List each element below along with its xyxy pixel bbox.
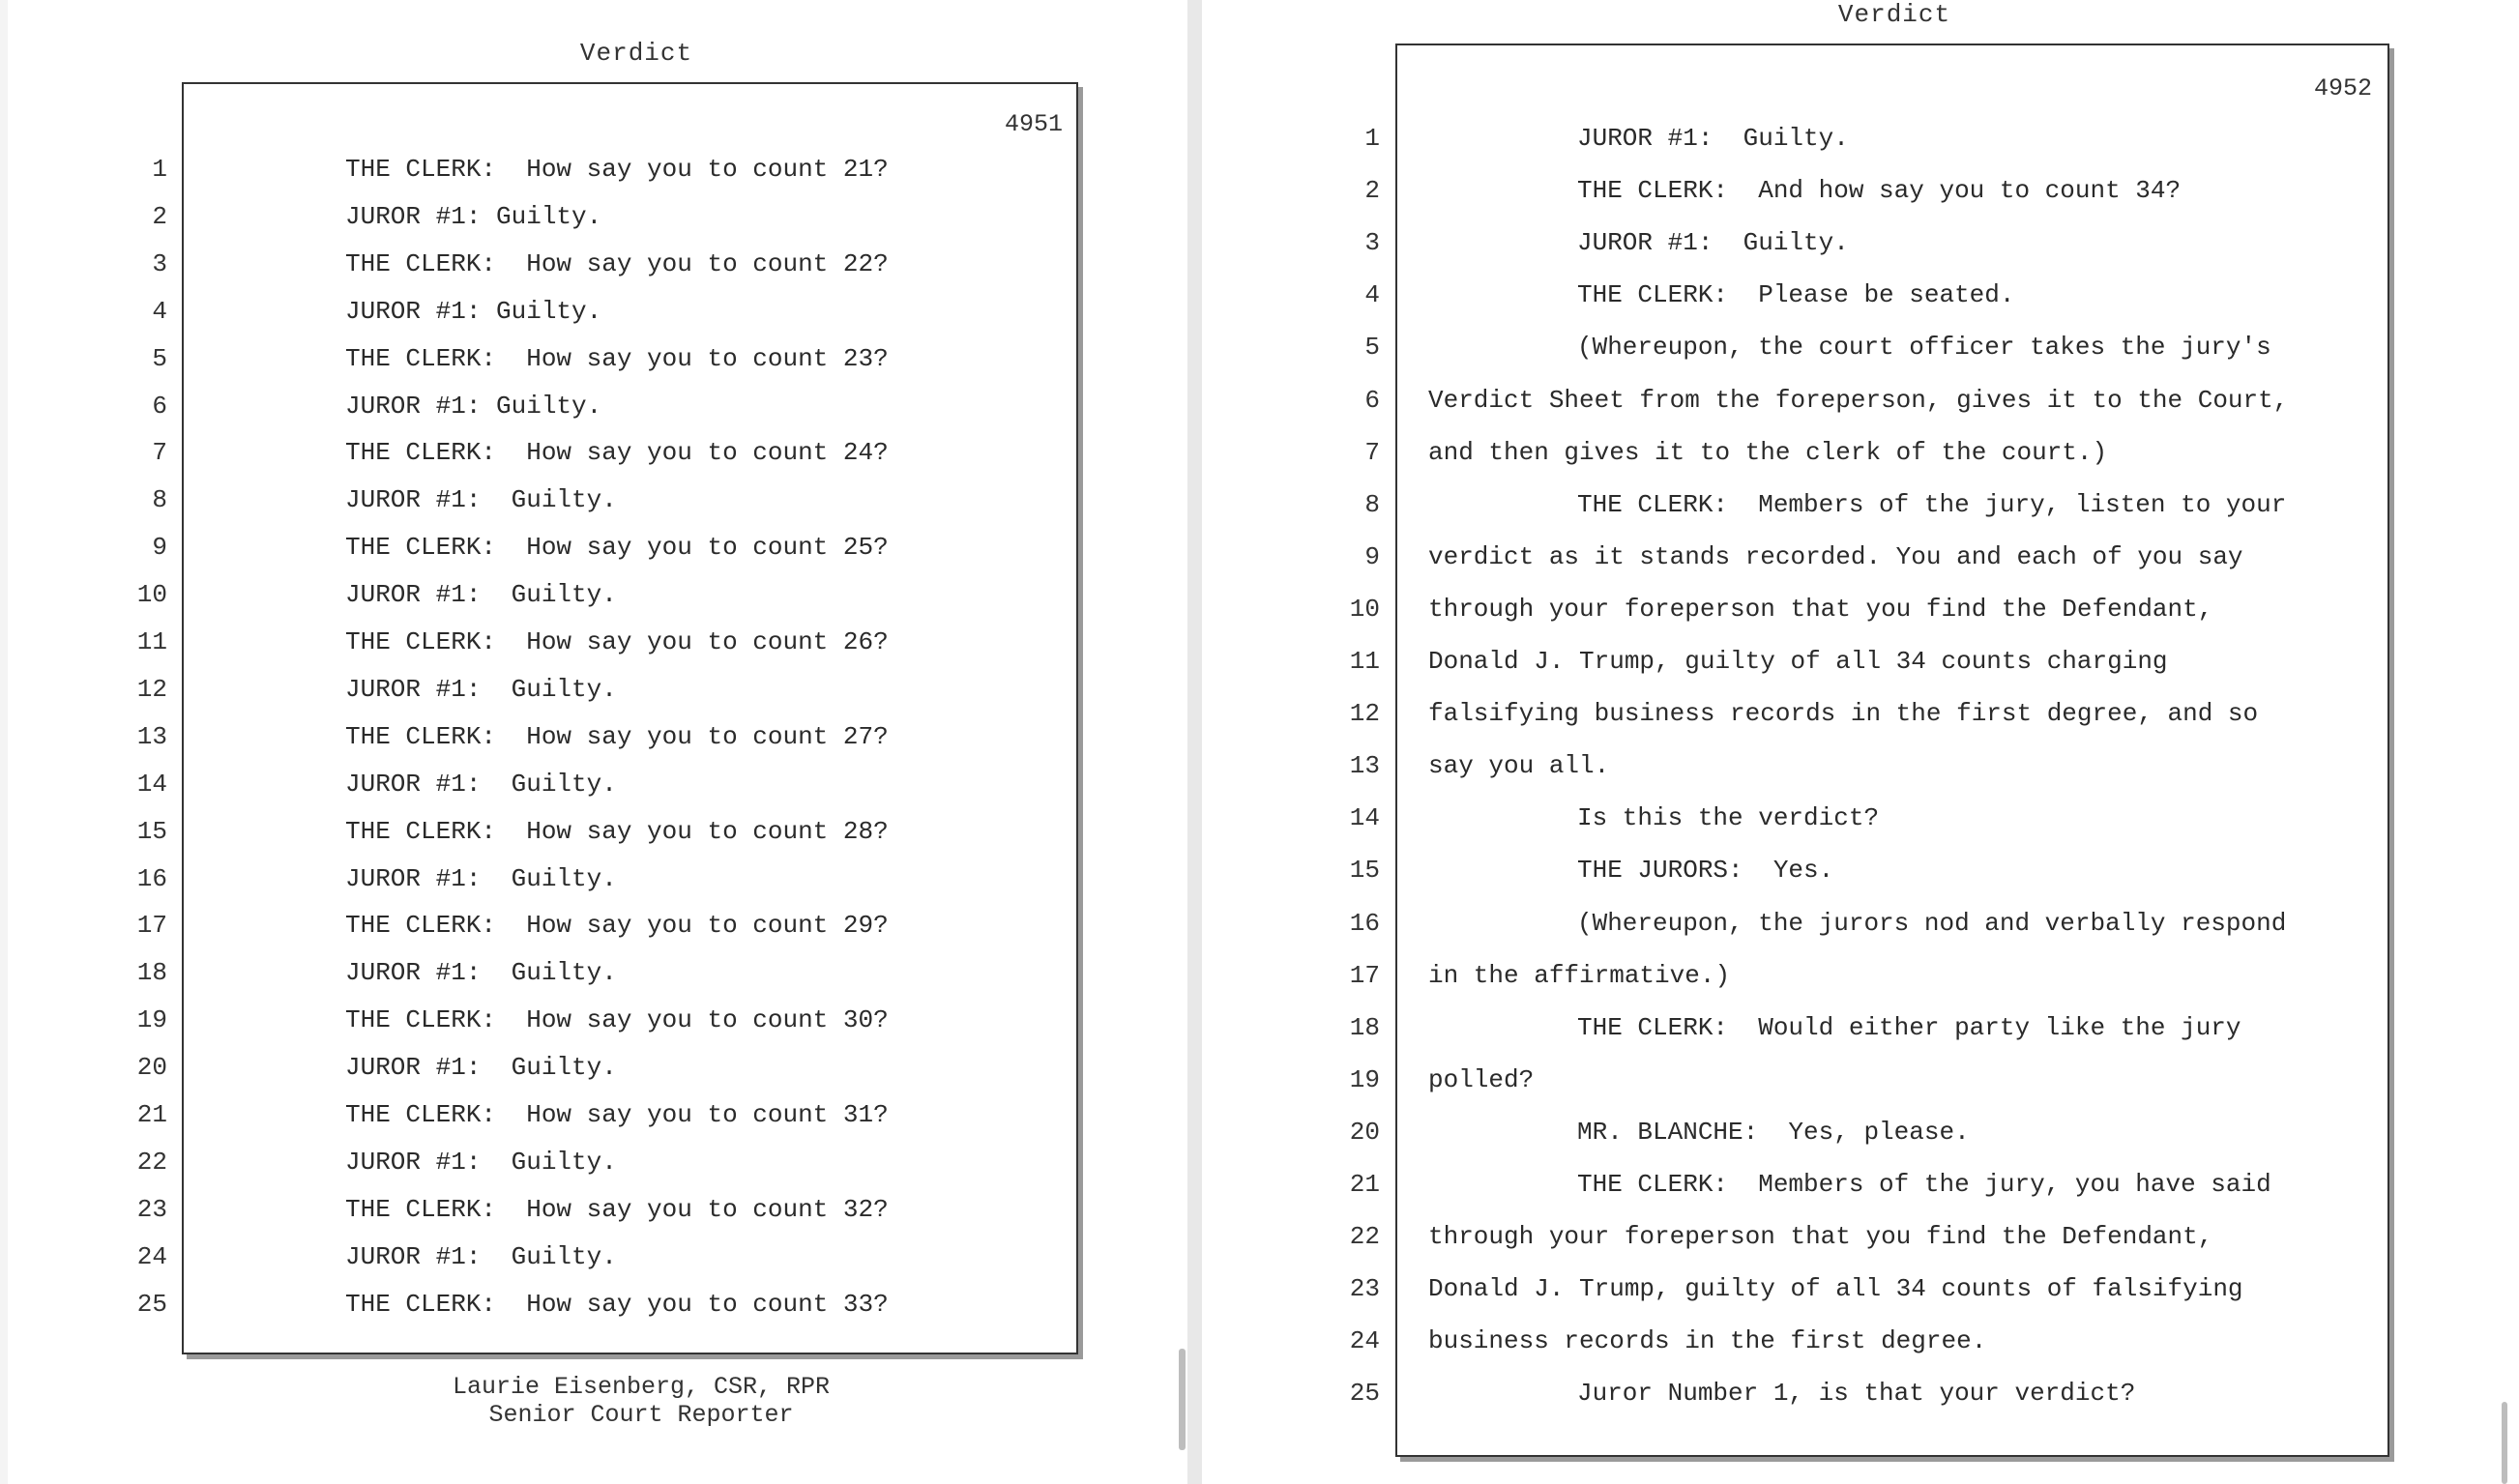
right-line-text: Donald J. Trump, guilty of all 34 counts of falsifying [1428, 1274, 2243, 1304]
right-line-text: through your foreperson that you find the Defendant, [1428, 594, 2213, 624]
left-line-number: 2 [152, 201, 167, 231]
left-line-number: 13 [136, 721, 167, 751]
right-line-number: 9 [1364, 541, 1380, 571]
left-line-number: 11 [136, 627, 167, 656]
right-line-text: (Whereupon, the jurors nod and verbally respond [1577, 908, 2287, 938]
left-line-text: THE CLERK: How say you to count 32? [345, 1194, 889, 1224]
right-page-header: Verdict [1837, 0, 1951, 29]
right-line-number: 11 [1349, 647, 1380, 676]
right-line-number: 3 [1364, 228, 1380, 258]
left-line-text: JUROR #1: Guilty. [345, 391, 602, 421]
left-line-number: 24 [136, 1241, 167, 1271]
left-line-number: 12 [136, 674, 167, 704]
left-line-text: THE CLERK: How say you to count 29? [345, 911, 889, 941]
right-line-number: 14 [1349, 803, 1380, 833]
left-line-number: 8 [152, 485, 167, 515]
right-scrollbar-thumb[interactable] [2502, 1402, 2507, 1484]
right-line-text: (Whereupon, the court officer takes the jury's [1577, 333, 2271, 363]
left-line-text: JUROR #1: Guilty. [345, 1053, 617, 1083]
right-line-text: through your foreperson that you find the Defendant, [1428, 1222, 2213, 1252]
right-line-number: 2 [1364, 176, 1380, 206]
right-line-text: say you all. [1428, 751, 1610, 781]
right-line-number: 16 [1349, 908, 1380, 938]
right-line-number: 6 [1364, 385, 1380, 415]
right-line-number: 17 [1349, 960, 1380, 990]
court-reporter-title: Senior Court Reporter [488, 1401, 794, 1429]
left-line-number: 22 [136, 1147, 167, 1177]
left-line-number: 6 [152, 391, 167, 421]
right-line-number: 21 [1349, 1170, 1380, 1199]
left-line-number: 1 [152, 155, 167, 184]
left-line-text: JUROR #1: Guilty. [345, 296, 602, 326]
right-line-text: THE CLERK: Members of the jury, you have said [1577, 1170, 2271, 1199]
right-line-number: 15 [1349, 856, 1380, 886]
right-line-number: 5 [1364, 333, 1380, 363]
right-line-text: JUROR #1: Guilty. [1577, 228, 1849, 258]
right-line-text: THE JURORS: Yes. [1577, 856, 1834, 886]
left-line-text: JUROR #1: Guilty. [345, 201, 602, 231]
left-line-number: 16 [136, 863, 167, 893]
right-document-viewer[interactable] [1202, 0, 2519, 1484]
right-line-number: 25 [1349, 1379, 1380, 1409]
left-line-number: 21 [136, 1100, 167, 1129]
left-line-number: 7 [152, 438, 167, 468]
left-line-number: 23 [136, 1194, 167, 1224]
right-line-text: falsifying business records in the first degree, and so [1428, 699, 2259, 729]
pane-divider[interactable] [1187, 0, 1202, 1484]
right-page-number: 4952 [2313, 74, 2372, 102]
left-line-text: THE CLERK: How say you to count 24? [345, 438, 889, 468]
left-line-text: JUROR #1: Guilty. [345, 1241, 617, 1271]
left-line-number: 15 [136, 816, 167, 846]
right-line-number: 1 [1364, 124, 1380, 153]
right-line-number: 22 [1349, 1222, 1380, 1252]
right-line-number: 4 [1364, 280, 1380, 310]
left-page-footer [414, 1373, 868, 1429]
right-line-text: in the affirmative.) [1428, 960, 1731, 990]
left-scrollbar-thumb[interactable] [1179, 1349, 1186, 1450]
right-line-text: and then gives it to the clerk of the court.) [1428, 437, 2108, 467]
right-line-number: 12 [1349, 699, 1380, 729]
left-document-viewer[interactable] [8, 0, 1187, 1484]
right-line-number: 20 [1349, 1117, 1380, 1147]
right-line-number: 23 [1349, 1274, 1380, 1304]
right-line-number: 24 [1349, 1326, 1380, 1356]
left-line-text: JUROR #1: Guilty. [345, 674, 617, 704]
left-line-number: 17 [136, 911, 167, 941]
left-line-text: THE CLERK: How say you to count 26? [345, 627, 889, 656]
left-line-number: 25 [136, 1289, 167, 1319]
left-line-text: THE CLERK: How say you to count 25? [345, 533, 889, 563]
right-line-text: Donald J. Trump, guilty of all 34 counts charging [1428, 647, 2168, 676]
right-line-number: 10 [1349, 594, 1380, 624]
left-line-text: THE CLERK: How say you to count 22? [345, 248, 889, 278]
right-line-text: Verdict Sheet from the foreperson, gives it to the Court, [1428, 385, 2289, 415]
right-line-text: Juror Number 1, is that your verdict? [1577, 1379, 2136, 1409]
right-line-text: MR. BLANCHE: Yes, please. [1577, 1117, 1970, 1147]
left-line-number: 14 [136, 769, 167, 799]
left-line-text: THE CLERK: How say you to count 30? [345, 1005, 889, 1035]
left-line-text: JUROR #1: Guilty. [345, 769, 617, 799]
right-line-text: JUROR #1: Guilty. [1577, 124, 1849, 153]
right-line-text: business records in the first degree. [1428, 1326, 1987, 1356]
left-line-text: JUROR #1: Guilty. [345, 863, 617, 893]
right-line-number: 19 [1349, 1064, 1380, 1094]
left-line-number: 18 [136, 958, 167, 988]
left-line-text: JUROR #1: Guilty. [345, 485, 617, 515]
left-line-text: THE CLERK: How say you to count 33? [345, 1289, 889, 1319]
left-line-text: THE CLERK: How say you to count 27? [345, 721, 889, 751]
court-reporter-name: Laurie Eisenberg, CSR, RPR [452, 1373, 831, 1401]
right-line-number: 18 [1349, 1012, 1380, 1042]
left-line-text: JUROR #1: Guilty. [345, 1147, 617, 1177]
left-line-text: THE CLERK: How say you to count 31? [345, 1100, 889, 1129]
left-line-number: 19 [136, 1005, 167, 1035]
right-line-text: Is this the verdict? [1577, 803, 1880, 833]
left-line-text: THE CLERK: How say you to count 23? [345, 343, 889, 373]
right-line-text: THE CLERK: Members of the jury, listen to your [1577, 489, 2287, 519]
right-line-text: verdict as it stands recorded. You and each of you say [1428, 541, 2243, 571]
left-line-number: 3 [152, 248, 167, 278]
left-line-number: 9 [152, 533, 167, 563]
left-line-number: 5 [152, 343, 167, 373]
right-line-text: THE CLERK: Would either party like the jury [1577, 1012, 2241, 1042]
left-line-number: 20 [136, 1053, 167, 1083]
left-line-text: JUROR #1: Guilty. [345, 958, 617, 988]
right-line-number: 13 [1349, 751, 1380, 781]
left-line-number: 4 [152, 296, 167, 326]
left-line-number: 10 [136, 580, 167, 610]
right-line-number: 8 [1364, 489, 1380, 519]
left-page-header: Verdict [579, 39, 693, 68]
right-line-text: polled? [1428, 1064, 1535, 1094]
left-line-text: THE CLERK: How say you to count 21? [345, 155, 889, 184]
left-page-number: 4951 [1004, 110, 1063, 138]
left-line-text: JUROR #1: Guilty. [345, 580, 617, 610]
left-line-text: THE CLERK: How say you to count 28? [345, 816, 889, 846]
right-line-text: THE CLERK: And how say you to count 34? [1577, 176, 2182, 206]
right-line-number: 7 [1364, 437, 1380, 467]
right-line-text: THE CLERK: Please be seated. [1577, 280, 2015, 310]
